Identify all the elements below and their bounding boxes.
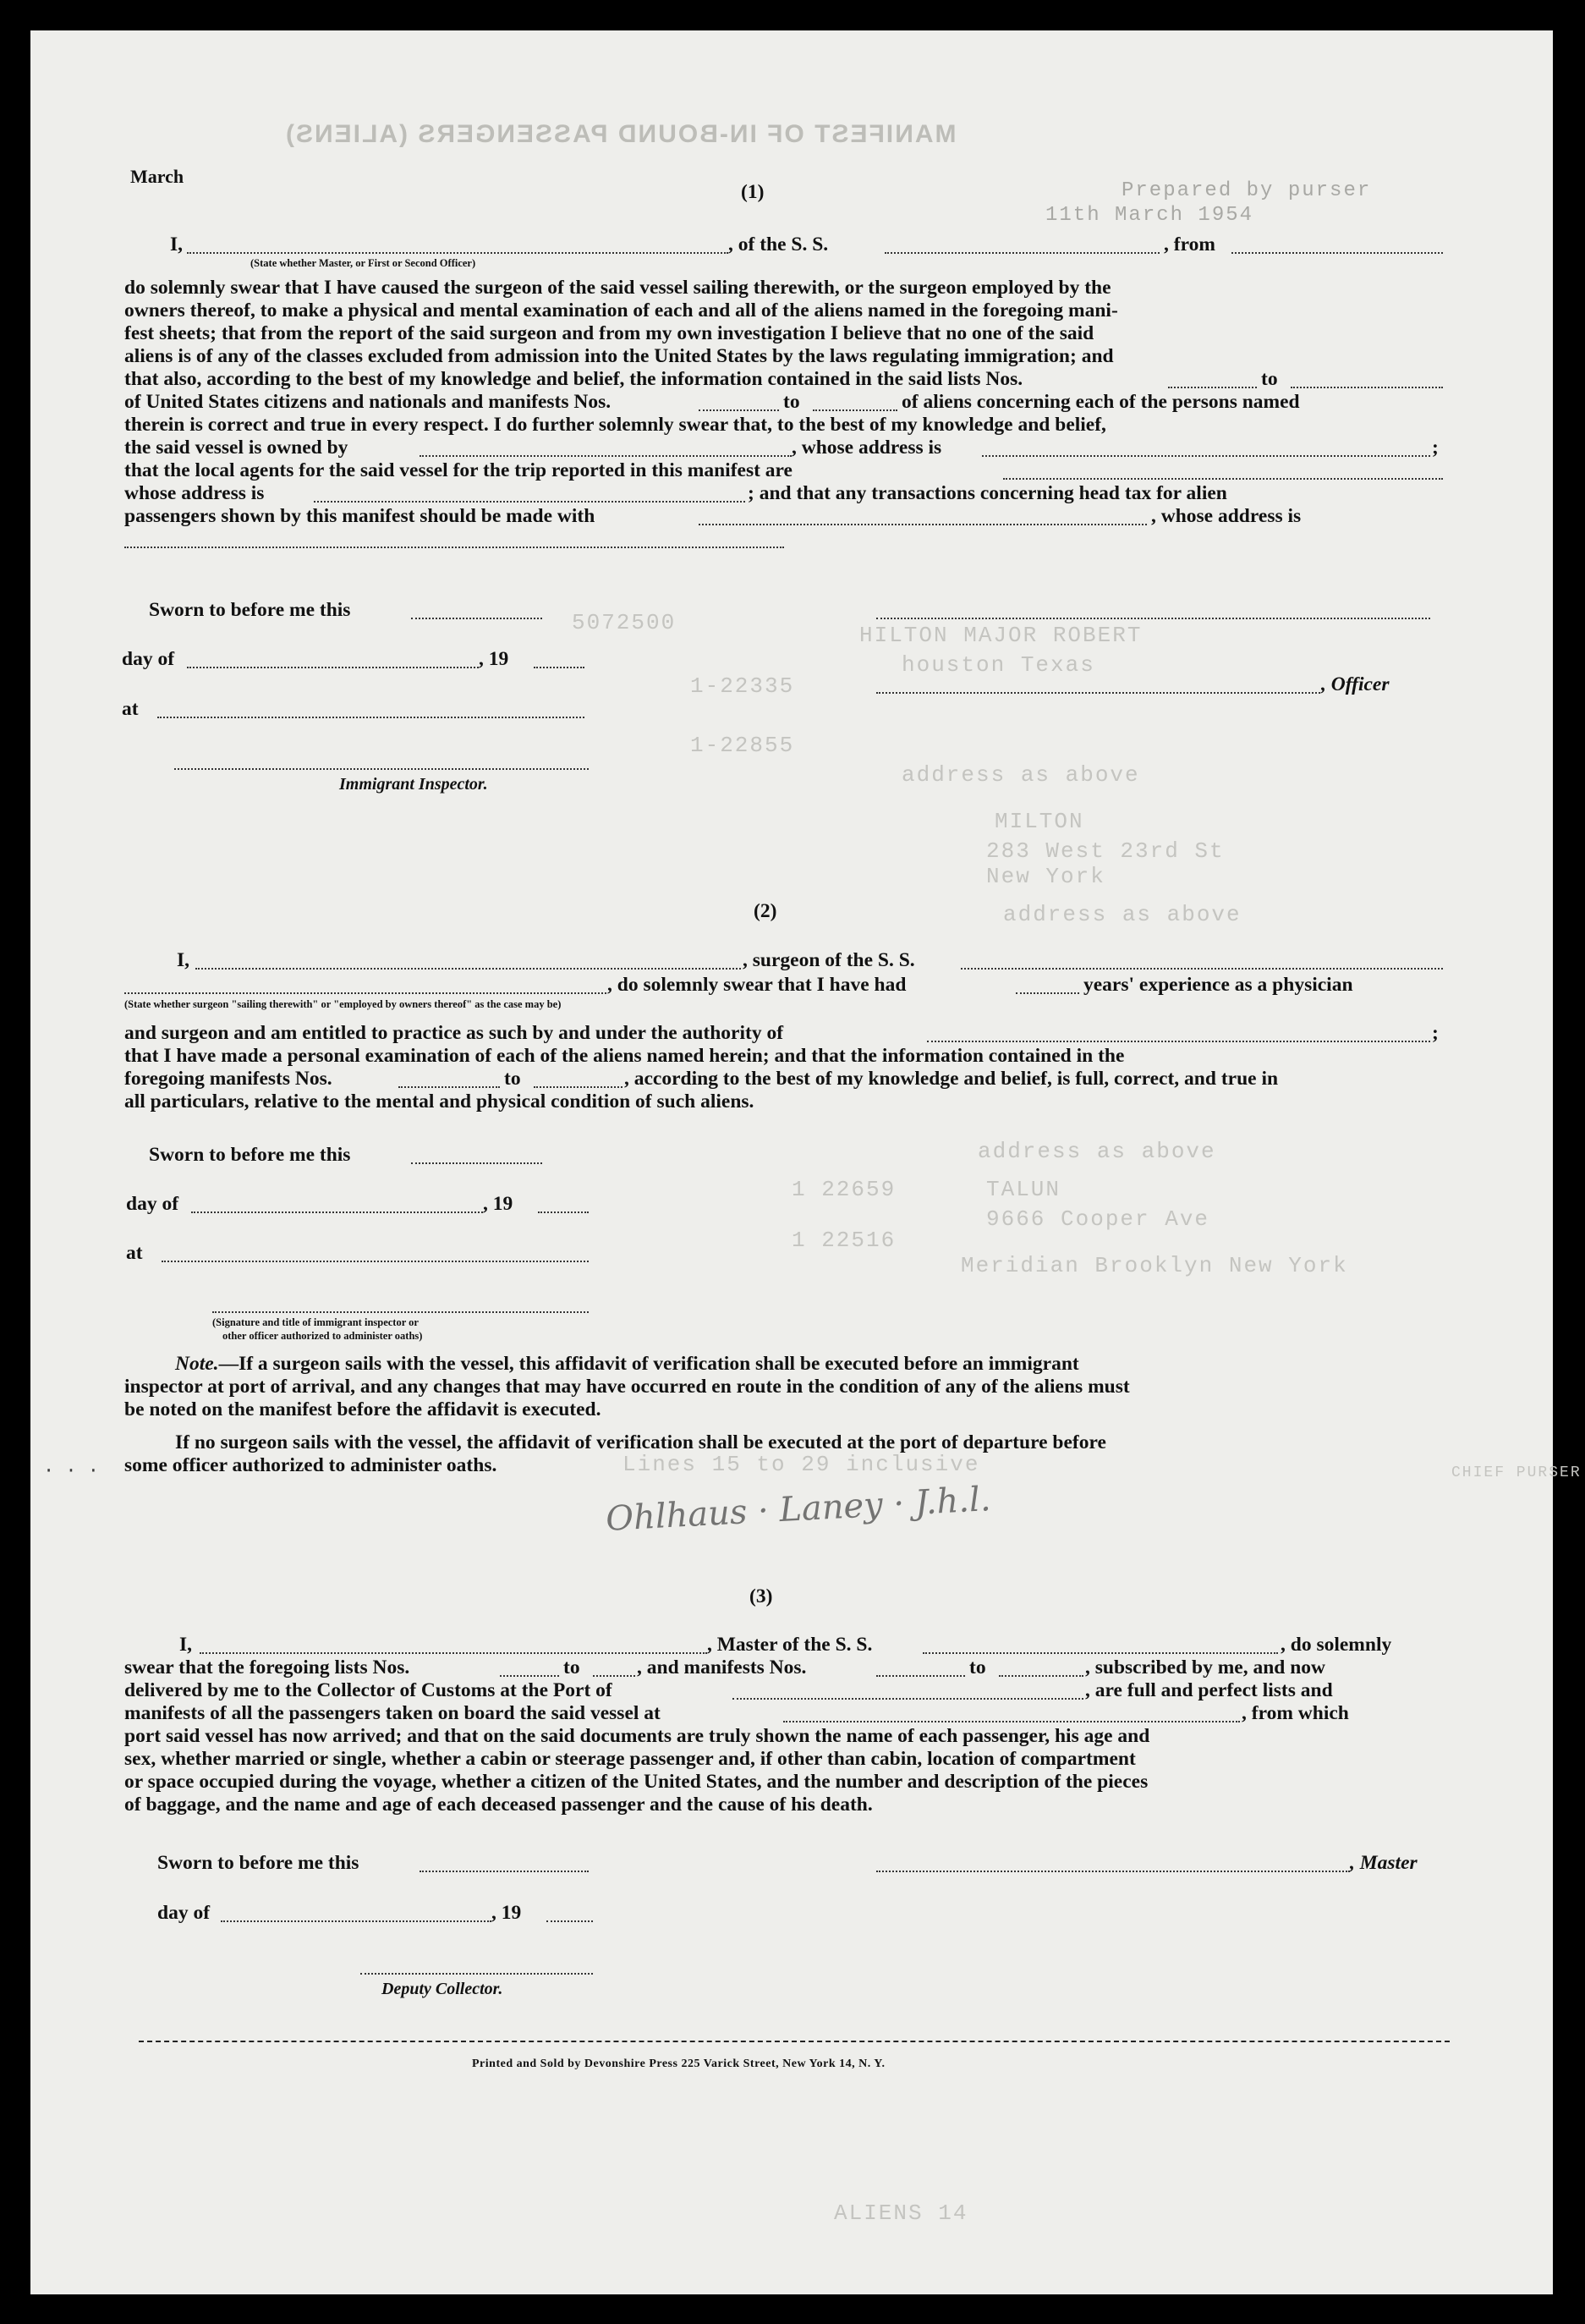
s3-from-which: , from which <box>1242 1702 1349 1724</box>
ghost-line: TALUN <box>986 1177 1061 1202</box>
s2-capacity-field[interactable] <box>124 992 606 994</box>
s2-note-line: be noted on the manifest before the affidavit is executed. <box>124 1398 601 1420</box>
s1-body-line: passengers shown by this manifest should be made with <box>124 505 595 527</box>
ghost-line: Lines 15 to 29 inclusive <box>622 1452 980 1477</box>
s2-sworn: Sworn to before me this <box>149 1144 351 1166</box>
s2-authority-field[interactable] <box>927 1041 1430 1042</box>
s2-nineteen: , 19 <box>483 1193 513 1215</box>
ghost-line: CHIEF PURSER <box>1451 1464 1582 1481</box>
s1-of-ss: , of the S. S. <box>728 233 829 255</box>
s3-departure-field[interactable] <box>783 1721 1240 1722</box>
s3-port-field[interactable] <box>732 1698 1083 1700</box>
s2-surgeon-of: , surgeon of the S. S. <box>743 949 915 971</box>
s2-manifest-from-field[interactable] <box>398 1086 500 1088</box>
s1-nineteen: , 19 <box>479 648 509 670</box>
s3-lists-to-field[interactable] <box>593 1675 635 1677</box>
ghost-line: address as above <box>978 1139 1216 1164</box>
s2-do-solemnly: , do solemnly swear that I have had <box>607 974 907 996</box>
s2-body-line: and surgeon and am entitled to practice as such by and under the authority of <box>124 1022 784 1044</box>
s1-body-line: whose address is <box>124 482 265 504</box>
ghost-line: address as above <box>902 762 1140 788</box>
s2-day-field[interactable] <box>191 1211 483 1213</box>
s1-sworn: Sworn to before me this <box>149 599 351 621</box>
s3-do-solemnly: , do solemnly <box>1281 1634 1392 1656</box>
s3-full-lists: , are full and perfect lists and <box>1085 1679 1333 1701</box>
s1-body-line: fest sheets; that from the report of the said surgeon and from my own investigation I believe that no one of the said <box>124 322 1094 344</box>
ghost-line: ALIENS 14 <box>834 2200 968 2226</box>
s3-lists-from-field[interactable] <box>500 1675 559 1677</box>
faded-prepared-by: Prepared by purser <box>1122 179 1372 202</box>
s3-nineteen: , 19 <box>491 1902 522 1924</box>
margin-dots: · · · <box>43 1460 100 1481</box>
s2-at: at <box>126 1242 143 1264</box>
s1-body-line: owners thereof, to make a physical and mental examination of each and all of the aliens named in the foregoing mani- <box>124 299 1118 321</box>
s2-at-field[interactable] <box>162 1261 589 1262</box>
s1-i: I, <box>170 233 184 255</box>
s3-deputy: Deputy Collector. <box>381 1980 503 1998</box>
s2-body-line: all particulars, relative to the mental and physical condition of such aliens. <box>124 1091 754 1113</box>
section-2-number: (2) <box>754 900 777 922</box>
s1-at-field[interactable] <box>157 717 584 718</box>
ghost-line: houston Texas <box>902 652 1095 678</box>
s3-deputy-signature-field[interactable] <box>360 1973 593 1975</box>
s2-sworn-field[interactable] <box>411 1162 542 1164</box>
s1-to-1: to <box>1261 368 1278 390</box>
ghost-line: 1 22659 <box>792 1177 897 1202</box>
s3-manifests-all: manifests of all the passengers taken on board the said vessel at <box>124 1702 661 1724</box>
ghost-line: 1-22855 <box>690 733 795 758</box>
s1-body-line: aliens is of any of the classes excluded from admission into the United States by the laws regulating immigration; and <box>124 345 1114 367</box>
ghost-line: 9666 Cooper Ave <box>986 1206 1210 1232</box>
s1-from: , from <box>1164 233 1215 255</box>
s2-body-line: that I have made a personal examination of each of the aliens named herein; and that the information contained in the <box>124 1045 1125 1067</box>
s1-head-tax: ; and that any transactions concerning head tax for alien <box>748 482 1227 504</box>
s1-manifest-to-field[interactable] <box>813 409 897 411</box>
s2-signature-field[interactable] <box>212 1311 589 1313</box>
ghost-line: address as above <box>1003 902 1242 927</box>
s1-address-cont-field[interactable] <box>124 547 784 548</box>
s1-body-line: do solemnly swear that I have caused the surgeon of the said vessel sailing therewith, or the surgeon employed by the <box>124 277 1111 299</box>
s1-body-line: the said vessel is owned by <box>124 437 348 459</box>
s3-to: to <box>563 1656 580 1678</box>
s2-note-line <box>175 1353 1079 1376</box>
printer-line: Printed and Sold by Devonshire Press 225 Varick Street, New York 14, N. Y. <box>472 2058 886 2070</box>
ghost-line: HILTON MAJOR ROBERT <box>859 623 1143 648</box>
ghost-line: 283 West 23rd St <box>986 838 1225 864</box>
s1-semicolon: ; <box>1432 437 1439 459</box>
s1-at: at <box>122 698 139 720</box>
ghost-line: 5072500 <box>572 610 677 635</box>
footer-rule <box>139 2041 1450 2042</box>
s1-note: (State whether Master, or First or Second Officer) <box>250 257 476 269</box>
ghost-line: 1-22335 <box>690 673 795 699</box>
s2-manifest-to-field[interactable] <box>534 1086 622 1088</box>
s1-whose-address-2: , whose address is <box>1151 505 1302 527</box>
s1-to-2: to <box>783 391 800 413</box>
s1-day-field[interactable] <box>187 667 479 668</box>
s1-year-field[interactable] <box>534 667 584 668</box>
s3-manifest-to-field[interactable] <box>999 1675 1083 1677</box>
s2-note-line: If no surgeon sails with the vessel, the affidavit of verification shall be executed at the port of departure before <box>175 1431 1106 1453</box>
s3-body-line: port said vessel has now arrived; and that on the said documents are truly shown the name of each passenger, his age and <box>124 1725 1150 1747</box>
section-1-number: (1) <box>741 181 765 203</box>
s3-ship-field[interactable] <box>923 1652 1278 1654</box>
s1-lists-to-field[interactable] <box>1291 387 1443 388</box>
s2-note-label: Note. <box>175 1353 219 1375</box>
s3-manifest-from-field[interactable] <box>876 1675 965 1677</box>
s2-body-line: foregoing manifests Nos. <box>124 1068 332 1090</box>
s2-sig-note-1: (Signature and title of immigrant inspector or <box>212 1316 419 1328</box>
s3-master-signature-field[interactable] <box>876 1871 1350 1872</box>
s3-body-line: or space occupied during the voyage, whether a citizen of the United States, and the number and description of the pieces <box>124 1771 1149 1793</box>
s1-body-line: therein is correct and true in every respect. I do further solemnly swear that, to the best of my knowledge and belief, <box>124 414 1106 436</box>
s2-note-text: —If a surgeon sails with the vessel, this affidavit of verification shall be executed before an immigrant <box>218 1353 1079 1375</box>
s1-lists-from-field[interactable] <box>1168 387 1257 388</box>
faded-march-right: 11th March 1954 <box>1045 204 1254 227</box>
handwritten-signature: Ohlhaus · Laney · J.h.l. <box>605 1480 992 1539</box>
s3-day-field[interactable] <box>221 1920 491 1922</box>
ghost-line: 1 22516 <box>792 1228 897 1253</box>
document-sheet <box>30 30 1582 2294</box>
ghost-line: New York <box>986 864 1105 889</box>
s3-swear-lists: swear that the foregoing lists Nos. <box>124 1656 410 1678</box>
section-3-number: (3) <box>749 1585 773 1607</box>
s1-ship-field[interactable] <box>885 252 1160 254</box>
s2-according: , according to the best of my knowledge and belief, is full, correct, and true in <box>624 1068 1279 1090</box>
s2-years: years' experience as a physician <box>1083 974 1353 996</box>
s2-semicolon: ; <box>1432 1022 1439 1044</box>
s1-whose-address: , whose address is <box>792 437 942 459</box>
s3-i: I, <box>179 1634 193 1656</box>
s3-sworn-field[interactable] <box>420 1871 589 1872</box>
s3-year-field[interactable] <box>546 1920 593 1922</box>
s1-owner-field[interactable] <box>420 455 792 457</box>
ghost-line: Meridian Brooklyn New York <box>961 1253 1348 1278</box>
s2-ship-field[interactable] <box>961 968 1443 970</box>
s2-years-field[interactable] <box>1016 992 1079 994</box>
s1-officer: , Officer <box>1321 673 1390 695</box>
s1-agents-address-field[interactable] <box>314 501 745 503</box>
s1-body-line: that also, according to the best of my knowledge and belief, the information contained in the said lists Nos. <box>124 368 1023 390</box>
s3-delivered: delivered by me to the Collector of Customs at the Port of <box>124 1679 612 1701</box>
faded-march-left: March <box>130 166 184 187</box>
s2-to: to <box>504 1068 521 1090</box>
s3-body-line: sex, whether married or single, whether a cabin or steerage passenger and, if other than cabin, location of compartment <box>124 1748 1136 1770</box>
s2-name-field[interactable] <box>195 968 741 970</box>
s1-aliens-concerning: of aliens concerning each of the persons named <box>902 391 1300 413</box>
s1-inspector-signature-field[interactable] <box>174 768 589 770</box>
s2-year-field[interactable] <box>538 1211 589 1213</box>
s3-day-of: day of <box>157 1902 211 1924</box>
ghost-line: MILTON <box>995 809 1084 834</box>
s1-from-field[interactable] <box>1231 252 1443 254</box>
s1-body-line: of United States citizens and nationals and manifests Nos. <box>124 391 612 413</box>
s1-owner-address-field[interactable] <box>982 455 1430 457</box>
s2-note: (State whether surgeon "sailing therewith" or "employed by owners thereof" as the case may be) <box>124 998 562 1010</box>
s1-officer-field[interactable] <box>876 692 1320 694</box>
s1-head-tax-field[interactable] <box>699 524 1147 525</box>
s1-body-line: that the local agents for the said vessel for the trip reported in this manifest are <box>124 459 792 481</box>
s1-sworn-field[interactable] <box>411 618 542 619</box>
s2-sig-note-2: other officer authorized to administer oaths) <box>222 1330 423 1342</box>
s1-manifest-from-field[interactable] <box>699 409 779 411</box>
s1-day-of: day of <box>122 648 175 670</box>
mirrored-title: MANIFEST OF IN-BOUND PASSENGERS (ALIENS) <box>284 120 957 148</box>
s3-master: , Master <box>1350 1852 1418 1874</box>
s2-note-line: some officer authorized to administer oaths. <box>124 1454 497 1476</box>
s3-name-field[interactable] <box>200 1652 707 1654</box>
s3-master-of: , Master of the S. S. <box>707 1634 873 1656</box>
s2-day-of: day of <box>126 1193 179 1215</box>
s2-i: I, <box>177 949 190 971</box>
s1-agents-field[interactable] <box>1003 478 1443 480</box>
s3-sworn: Sworn to before me this <box>157 1852 359 1874</box>
s1-name-field[interactable] <box>187 252 728 254</box>
s2-note-line: inspector at port of arrival, and any changes that may have occurred en route in the condition of any of the aliens must <box>124 1376 1130 1398</box>
s1-inspector: Immigrant Inspector. <box>339 775 488 794</box>
s3-to-2: to <box>969 1656 986 1678</box>
s3-body-line: of baggage, and the name and age of each deceased passenger and the cause of his death. <box>124 1794 873 1816</box>
s3-and-manifests: , and manifests Nos. <box>637 1656 807 1678</box>
s3-subscribed: , subscribed by me, and now <box>1085 1656 1326 1678</box>
s1-officer-signature-field[interactable] <box>876 618 1430 619</box>
